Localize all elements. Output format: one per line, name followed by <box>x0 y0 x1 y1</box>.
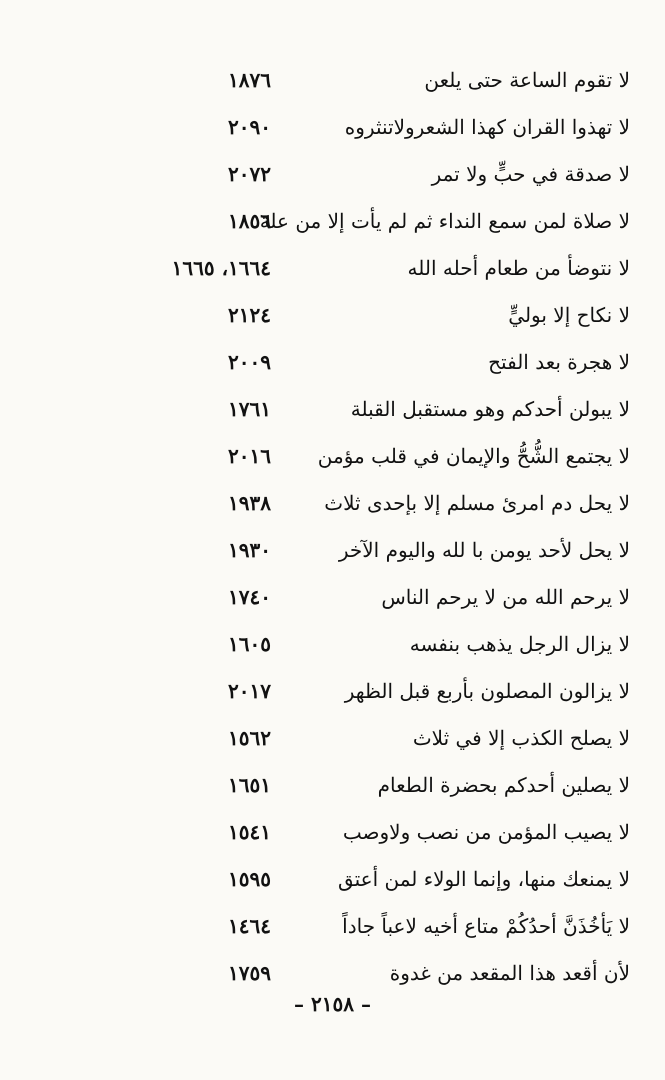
entry-number: ١٦٥١ <box>228 773 271 797</box>
list-item <box>0 156 665 203</box>
list-item <box>0 203 665 250</box>
list-item <box>0 109 665 156</box>
list-item <box>0 297 665 344</box>
list-item <box>0 391 665 438</box>
list-item <box>0 485 665 532</box>
entry-number: ٢٠٠٩ <box>228 350 271 374</box>
entry-number: ١٦٦٤، ١٦٦٥ <box>171 256 271 280</box>
entry-text: لا يمنعك منها، وإنما الولاء لمن أعتق <box>337 867 630 891</box>
list-item <box>0 626 665 673</box>
entry-text: لا يحل دم امرئ مسلم إلا بإحدى ثلاث <box>324 491 630 515</box>
list-item <box>0 250 665 297</box>
entry-text: لا صلاة لمن سمع النداء ثم لم يأت إلا من علة <box>259 209 630 233</box>
entry-text: لا هجرة بعد الفتح <box>488 350 630 374</box>
list-item <box>0 579 665 626</box>
entry-text: لا تهذوا القران كهذا الشعرولاتنثروه <box>344 115 630 139</box>
entry-number: ١٥٤١ <box>228 820 271 844</box>
entry-text: لا يَأخُذَنَّ أحدُكُمْ متاع أخيه لاعباً جاداً <box>342 914 630 938</box>
entry-text: لأن أقعد هذا المقعد من غدوة <box>389 961 630 985</box>
entry-number: ١٩٣٠ <box>228 538 271 562</box>
list-item <box>0 861 665 908</box>
entry-number: ٢٠٧٢ <box>228 162 271 186</box>
entry-text: لا نكاح إلا بوليٍّ <box>508 303 630 327</box>
entry-text: لا يصلين أحدكم بحضرة الطعام <box>377 773 630 797</box>
entry-number: ١٥٩٥ <box>228 867 271 891</box>
entry-text: لا صدقة في حبٍّ ولا تمر <box>431 162 630 186</box>
entry-text: لا نتوضأ من طعام أحله الله <box>407 256 630 280</box>
entry-text: لا يحل لأحد يومن با لله واليوم الآخر <box>338 538 630 562</box>
list-item <box>0 673 665 720</box>
hadith-index-list <box>0 62 665 1002</box>
entry-number: ١٧٦١ <box>228 397 271 421</box>
entry-number: ١٧٤٠ <box>228 585 271 609</box>
entry-number: ١٧٥٩ <box>228 961 271 985</box>
list-item <box>0 344 665 391</box>
entry-number: ٢٠١٦ <box>228 444 271 468</box>
entry-text: لا يصيب المؤمن من نصب ولاوصب <box>342 820 630 844</box>
entry-text: لا يزالون المصلون بأربع قبل الظهر <box>344 679 630 703</box>
entry-text: لا يبولن أحدكم وهو مستقبل القبلة <box>350 397 630 421</box>
entry-text: لا تقوم الساعة حتى يلعن <box>424 68 630 92</box>
list-item <box>0 532 665 579</box>
entry-text: لا يزال الرجل يذهب بنفسه <box>409 632 630 656</box>
entry-text: لا يصلح الكذب إلا في ثلاث <box>412 726 630 750</box>
list-item <box>0 62 665 109</box>
entry-number: ٢٠٩٠ <box>228 115 271 139</box>
entry-number: ١٨٥٦ <box>228 209 271 233</box>
entry-text: لا يرحم الله من لا يرحم الناس <box>381 585 630 609</box>
list-item <box>0 908 665 955</box>
entry-number: ١٨٧٦ <box>228 68 271 92</box>
list-item <box>0 720 665 767</box>
entry-number: ٢١٢٤ <box>228 303 271 327</box>
entry-number: ١٤٦٤ <box>228 914 271 938</box>
entry-number: ١٥٦٢ <box>228 726 271 750</box>
list-item <box>0 438 665 485</box>
entry-number: ٢٠١٧ <box>228 679 271 703</box>
page-number: – ٢١٥٨ – <box>294 992 371 1016</box>
entry-text: لا يجتمع الشُّحُّ والإيمان في قلب مؤمن <box>317 444 630 468</box>
list-item <box>0 767 665 814</box>
entry-number: ١٦٠٥ <box>228 632 271 656</box>
list-item <box>0 814 665 861</box>
entry-number: ١٩٣٨ <box>228 491 271 515</box>
